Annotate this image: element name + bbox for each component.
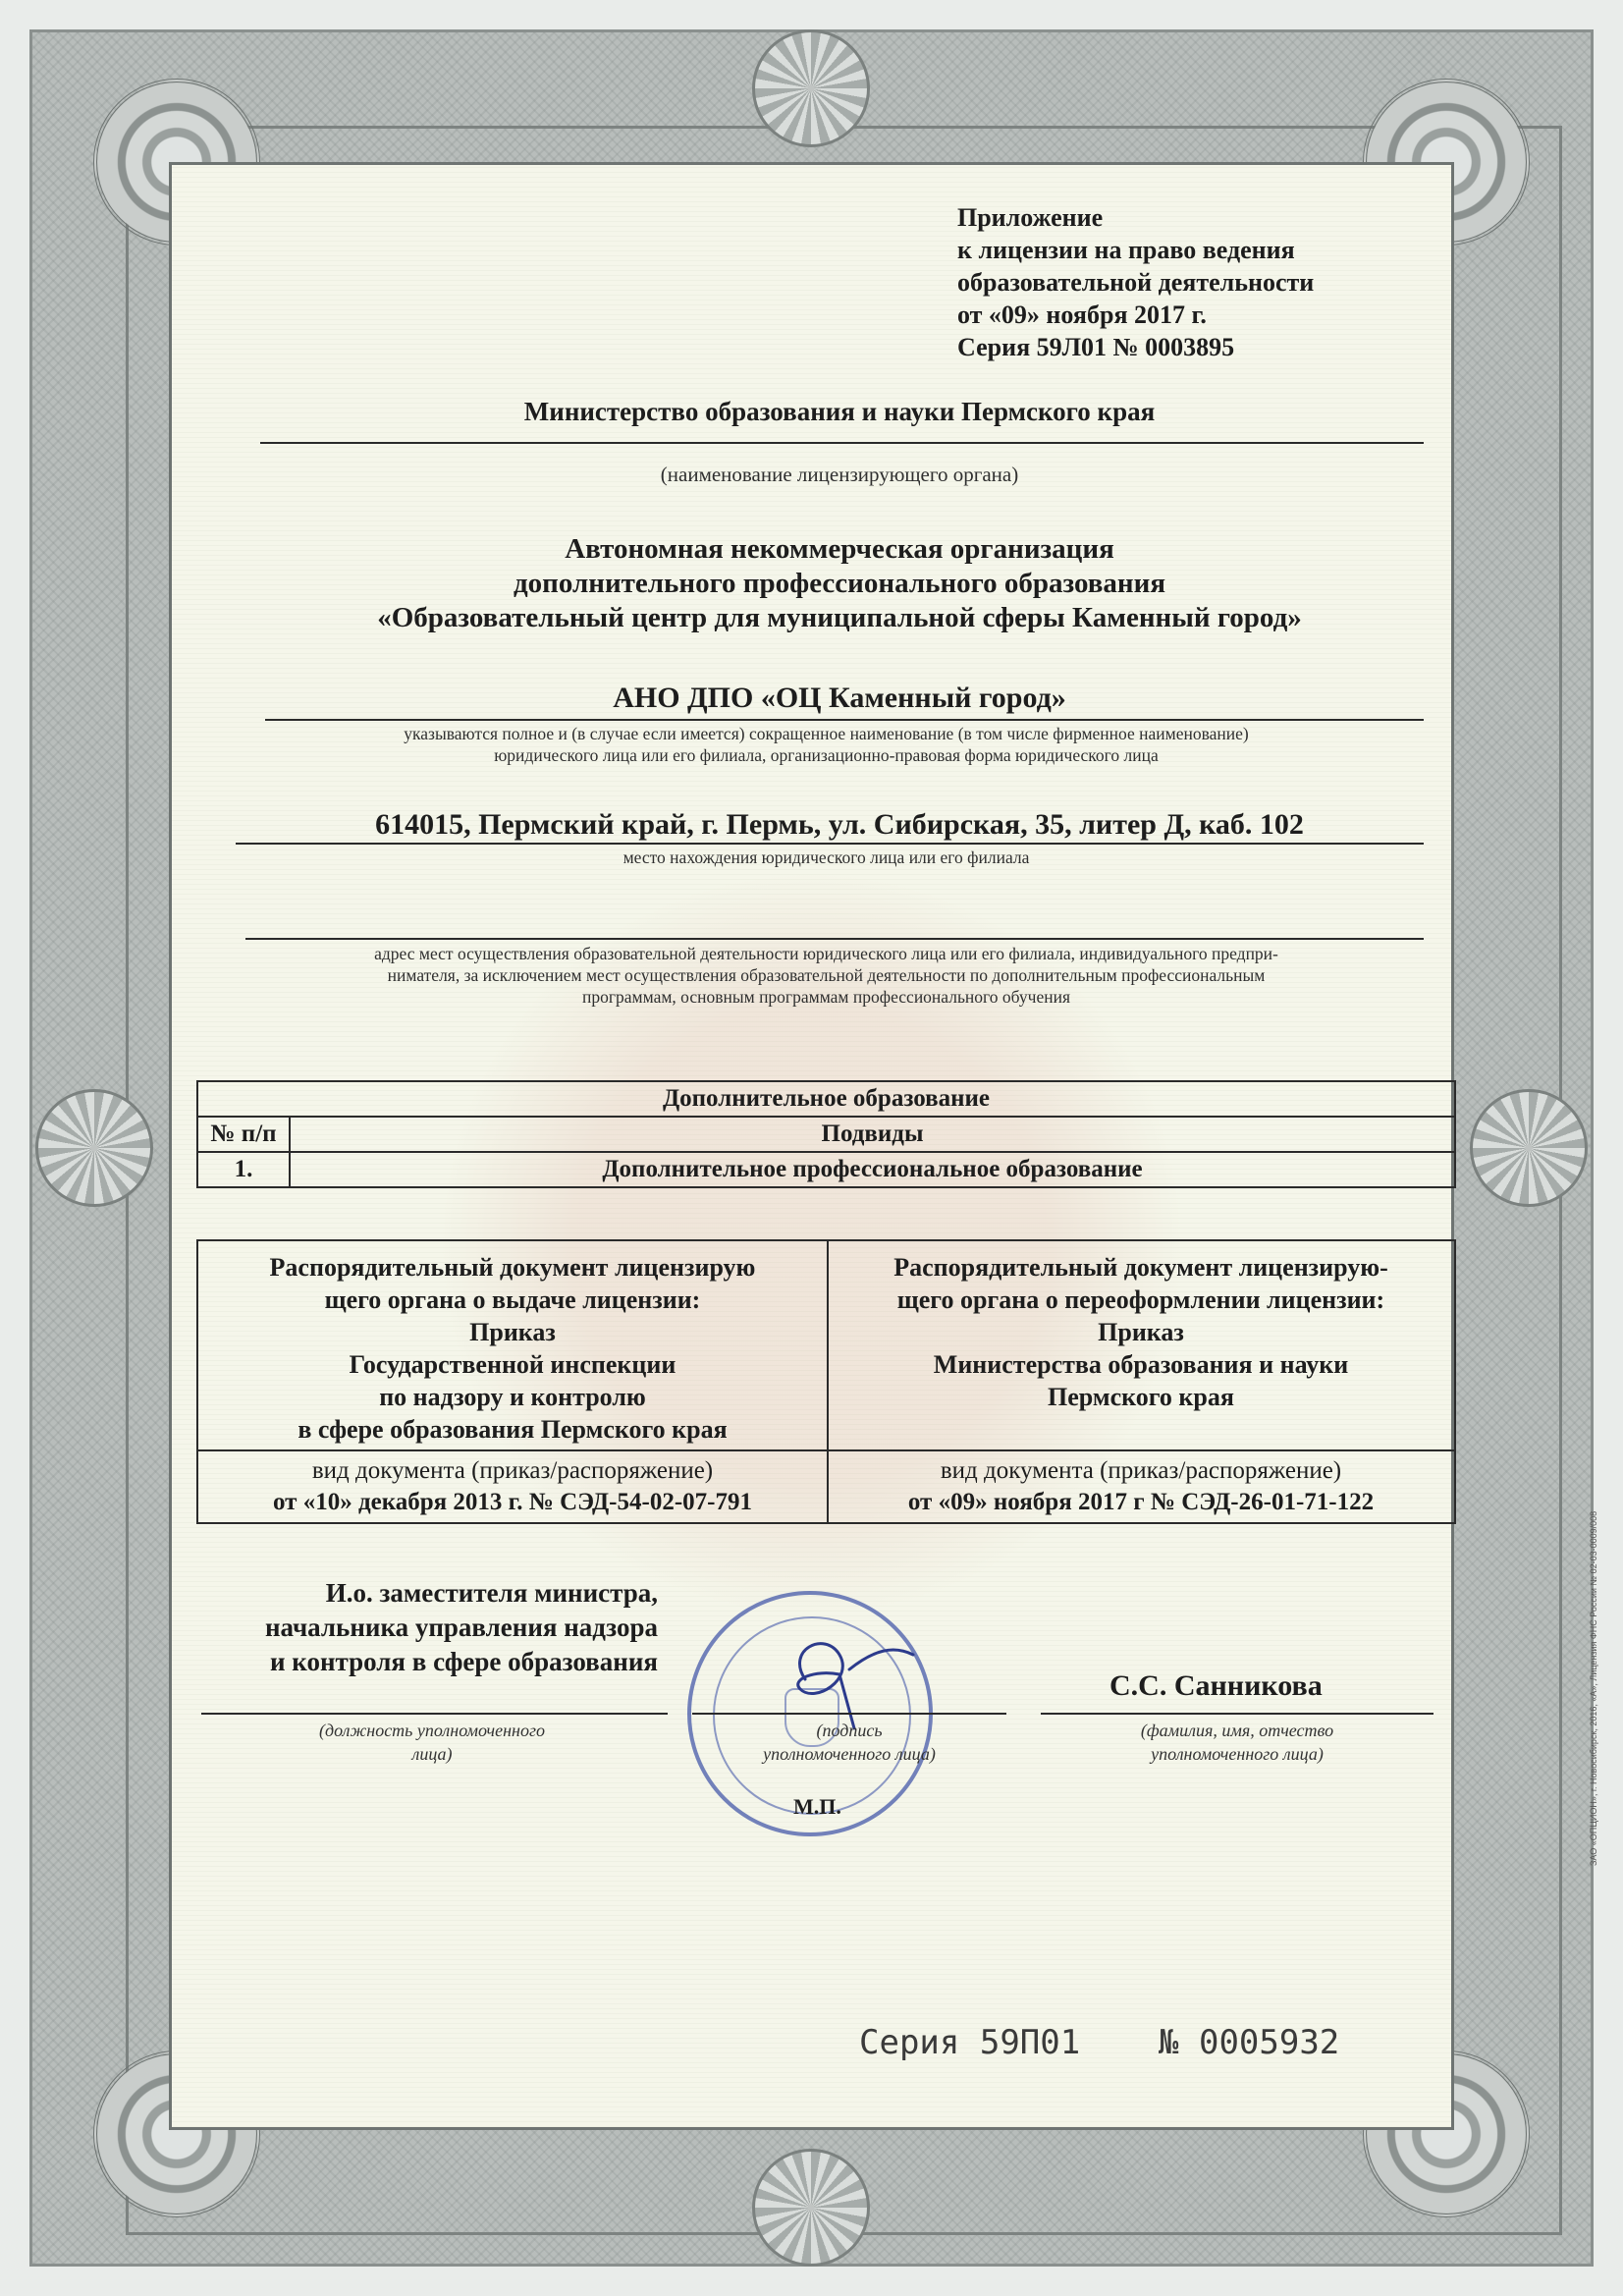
appendix-line: образовательной деятельности — [957, 268, 1315, 297]
issue-header-line: по надзору и контролю — [379, 1383, 646, 1411]
row-number: 1. — [197, 1152, 290, 1187]
reissue-header-line: Пермского края — [1048, 1383, 1234, 1411]
org-name-line: Автономная некоммерческая организация — [565, 533, 1114, 565]
org-address: 614015, Пермский край, г. Пермь, ул. Сибирская, 35, литер Д, каб. 102 — [375, 808, 1304, 841]
licensing-body-caption: (наименование лицензирующего органа) — [660, 463, 1019, 486]
reissue-header-line: Министерства образования и науки — [933, 1350, 1349, 1379]
name-line — [1041, 1713, 1434, 1715]
edge-flower-ornament — [752, 2149, 870, 2267]
column-header-subtypes: Подвиды — [290, 1117, 1455, 1152]
reissue-header-line: щего органа о переоформлении лицензии: — [896, 1285, 1385, 1314]
reissue-header-line: Приказ — [1098, 1318, 1184, 1346]
underline — [236, 843, 1424, 845]
issue-document-column — [198, 1241, 829, 1522]
edge-flower-ornament — [752, 29, 870, 147]
caption-line: (фамилия, имя, отчество — [1140, 1721, 1334, 1740]
org-name-line: «Образовательный центр для муниципальной сферы Каменный город» — [377, 602, 1302, 633]
activity-address-caption: нимателя, за исключением мест осуществления образовательной деятельности по дополнительным профессиональным — [387, 965, 1266, 985]
signer-position-line: начальника управления надзора — [264, 1613, 658, 1642]
caption-line: лица) — [411, 1744, 453, 1764]
issue-header-line: в сфере образования Пермского края — [298, 1415, 728, 1444]
licensing-body-name: Министерство образования и науки Пермского края — [523, 397, 1156, 426]
edge-flower-ornament — [1470, 1089, 1588, 1207]
appendix-line: к лицензии на право ведения — [957, 236, 1295, 264]
reissue-doc-number: от «09» ноября 2017 г № СЭД-26-01-71-122 — [907, 1489, 1375, 1515]
blank-number — [1159, 2023, 1339, 2062]
signer-position-line: и контроля в сфере образования — [269, 1647, 658, 1676]
issue-header-line: Распорядительный документ лицензирую — [269, 1253, 756, 1282]
signer-name: С.С. Санникова — [1109, 1669, 1323, 1702]
reissue-document-header — [827, 1241, 1455, 1449]
number-value: 0005932 — [1198, 2023, 1340, 2062]
appendix-line: Серия 59Л01 № 0003895 — [957, 333, 1235, 361]
number-label: № — [1159, 2023, 1179, 2062]
table-row — [197, 1152, 1455, 1187]
activity-address-caption: адрес мест осуществления образовательной деятельности юридического лица или его филиала, индивидуального предпри- — [374, 944, 1278, 963]
series-label: Серия — [859, 2023, 960, 2062]
org-name-caption: юридического лица или его филиала, организационно-правовая форма юридического лица — [494, 745, 1159, 765]
org-name-caption: указываются полное и (в случае если имеется) сокращенное наименование (в том числе фирменное наименование) — [404, 724, 1249, 743]
signer-position — [201, 1576, 658, 1679]
series-value: 59П01 — [979, 2023, 1081, 2062]
appendix-header — [957, 201, 1314, 363]
issue-header-line: Приказ — [469, 1318, 556, 1346]
reissue-document-details — [827, 1449, 1455, 1522]
underline — [245, 938, 1424, 940]
seal-place-mark: М.П. — [793, 1794, 841, 1819]
education-subtypes-table — [196, 1080, 1456, 1188]
address-caption: место нахождения юридического лица или его филиала — [622, 847, 1030, 867]
signature-line — [692, 1713, 1006, 1715]
activity-address-caption: программам, основным программам профессионального обучения — [581, 987, 1070, 1007]
name-caption — [1041, 1719, 1434, 1766]
caption-line: (должность уполномоченного — [319, 1721, 545, 1740]
issue-header-line: Государственной инспекции — [349, 1350, 676, 1379]
edge-flower-ornament — [35, 1089, 153, 1207]
reissue-doc-type: вид документа (приказ/распоряжение) — [940, 1457, 1342, 1484]
position-caption — [275, 1719, 589, 1766]
caption-line: уполномоченного лица) — [1151, 1744, 1324, 1764]
underline — [265, 719, 1424, 721]
table-title: Дополнительное образование — [197, 1081, 1455, 1117]
issue-document-header — [198, 1241, 827, 1449]
reissue-header-line: Распорядительный документ лицензирую- — [893, 1253, 1388, 1282]
blank-series — [859, 2023, 1080, 2062]
org-short-name: АНО ДПО «ОЦ Каменный город» — [613, 682, 1066, 714]
row-subtype: Дополнительное профессиональное образование — [290, 1152, 1455, 1187]
administrative-documents-table — [196, 1239, 1456, 1524]
issue-doc-number: от «10» декабря 2013 г. № СЭД-54-02-07-791 — [273, 1489, 752, 1515]
appendix-line: от «09» ноября 2017 г. — [957, 301, 1207, 329]
underline — [260, 442, 1424, 444]
org-name-line: дополнительного профессионального образования — [513, 568, 1166, 599]
issue-header-line: щего органа о выдаче лицензии: — [324, 1285, 701, 1314]
caption-line: (подпись — [816, 1721, 883, 1740]
position-line — [201, 1713, 668, 1715]
column-header-number: № п/п — [197, 1117, 290, 1152]
printer-note: ЗАО «ОПЦИОН», г. Новосибирск, 2016, «А», Лицензия ФНС России № 02-03-0009/008 — [1589, 1510, 1598, 1866]
issue-doc-type: вид документа (приказ/распоряжение) — [311, 1457, 714, 1484]
caption-line: уполномоченного лица) — [763, 1744, 936, 1764]
signer-position-line: И.о. заместителя министра, — [325, 1578, 658, 1608]
appendix-line: Приложение — [957, 203, 1104, 232]
issue-document-details — [198, 1449, 827, 1522]
reissue-document-column — [827, 1241, 1455, 1522]
signature-caption — [692, 1719, 1006, 1766]
